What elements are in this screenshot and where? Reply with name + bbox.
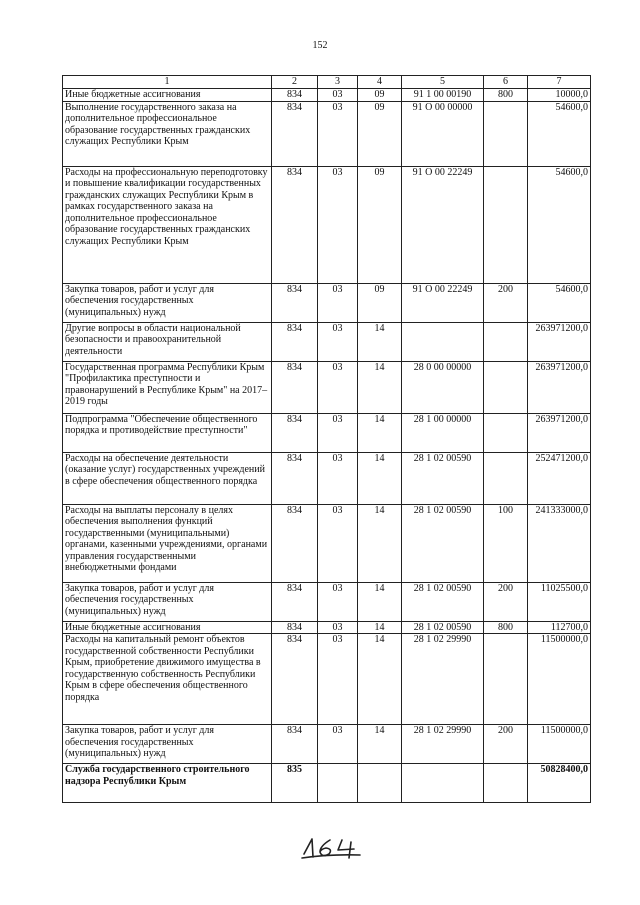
table-header-row [63,76,591,89]
row-description: Закупка товаров, работ и услуг для обеспечения государственных (муниципальных) нужд [63,725,272,764]
row-amount: 54600,0 [528,283,591,322]
row-code-section: 03 [318,283,358,322]
table-row [63,413,591,452]
row-code-expense-type: 200 [484,283,528,322]
row-code-subsection: 14 [358,322,402,361]
row-code-expense-type: 100 [484,504,528,582]
row-amount: 11500000,0 [528,634,591,725]
row-code-section [318,764,358,803]
row-code-target: 28 1 02 00590 [402,582,484,621]
row-description: Другие вопросы в области национальной безопасности и правоохранительной деятельности [63,322,272,361]
row-code-target: 28 1 00 00000 [402,413,484,452]
table-row [63,504,591,582]
row-code-ministry: 834 [272,504,318,582]
row-code-ministry: 834 [272,634,318,725]
row-description: Государственная программа Республики Крым "Профилактика преступности и правонарушений в Республике Крым" на 2017–2019 годы [63,361,272,413]
row-amount: 112700,0 [528,621,591,634]
row-description: Закупка товаров, работ и услуг для обеспечения государственных (муниципальных) нужд [63,283,272,322]
row-code-subsection: 14 [358,452,402,504]
row-code-target: 91 О 00 00000 [402,101,484,166]
row-code-subsection: 14 [358,621,402,634]
row-amount: 54600,0 [528,166,591,283]
table-row [63,322,591,361]
row-code-ministry: 834 [272,725,318,764]
row-amount: 50828400,0 [528,764,591,803]
row-code-section: 03 [318,725,358,764]
row-code-ministry: 834 [272,413,318,452]
row-code-section: 03 [318,452,358,504]
row-code-target: 28 1 02 29990 [402,725,484,764]
row-code-section: 03 [318,621,358,634]
row-code-target: 28 1 02 00590 [402,452,484,504]
column-header: 6 [484,76,528,89]
row-code-ministry: 834 [272,101,318,166]
row-amount: 54600,0 [528,101,591,166]
row-description: Закупка товаров, работ и услуг для обеспечения государственных (муниципальных) нужд [63,582,272,621]
row-code-target: 91 1 00 00190 [402,89,484,102]
row-code-section: 03 [318,413,358,452]
row-description: Подпрограмма "Обеспечение общественного порядка и противодействие преступности" [63,413,272,452]
row-description: Расходы на капитальный ремонт объектов государственной собственности Республики Крым, приобретение движимого имущества в государственную собственность Республики Крым в сфере обеспечения общественного порядка [63,634,272,725]
row-code-expense-type: 200 [484,582,528,621]
table-row [63,634,591,725]
row-description: Иные бюджетные ассигнования [63,89,272,102]
row-code-expense-type [484,101,528,166]
row-code-target: 91 О 00 22249 [402,283,484,322]
table-row [63,764,591,803]
row-code-ministry: 834 [272,89,318,102]
row-code-expense-type [484,413,528,452]
row-code-ministry: 834 [272,283,318,322]
row-description: Служба государственного строительного надзора Республики Крым [63,764,272,803]
row-code-ministry: 834 [272,166,318,283]
row-code-expense-type: 200 [484,725,528,764]
table-row [63,725,591,764]
row-code-section: 03 [318,101,358,166]
column-header: 7 [528,76,591,89]
table-row [63,101,591,166]
row-amount: 263971200,0 [528,413,591,452]
column-header: 2 [272,76,318,89]
row-code-ministry: 834 [272,452,318,504]
row-code-target [402,322,484,361]
column-header: 4 [358,76,402,89]
row-description: Расходы на выплаты персоналу в целях обеспечения выполнения функций государственными (муниципальными) органами, казенными учреждениями, органами управления государственными внебюджетными фондами [63,504,272,582]
handwritten-page-mark [300,834,370,860]
row-code-subsection: 14 [358,413,402,452]
row-description: Иные бюджетные ассигнования [63,621,272,634]
row-code-target: 28 1 02 29990 [402,634,484,725]
budget-table-body [63,76,591,803]
row-code-section: 03 [318,504,358,582]
row-amount: 263971200,0 [528,322,591,361]
row-code-section: 03 [318,166,358,283]
row-code-target: 28 1 02 00590 [402,621,484,634]
row-code-target: 91 О 00 22249 [402,166,484,283]
table-row [63,89,591,102]
row-code-ministry: 835 [272,764,318,803]
row-code-expense-type [484,634,528,725]
row-code-target: 28 0 00 00000 [402,361,484,413]
column-header: 1 [63,76,272,89]
row-code-section: 03 [318,634,358,725]
row-code-expense-type [484,322,528,361]
row-amount: 241333000,0 [528,504,591,582]
row-code-ministry: 834 [272,361,318,413]
row-code-target: 28 1 02 00590 [402,504,484,582]
row-code-subsection: 09 [358,166,402,283]
column-header: 3 [318,76,358,89]
row-amount: 11025500,0 [528,582,591,621]
table-row [63,166,591,283]
page-number: 152 [312,40,328,51]
row-code-expense-type [484,764,528,803]
budget-table [62,75,591,803]
row-code-section: 03 [318,582,358,621]
row-code-subsection: 09 [358,101,402,166]
column-header: 5 [402,76,484,89]
row-code-subsection: 14 [358,361,402,413]
row-code-target [402,764,484,803]
table-row [63,361,591,413]
row-description: Расходы на профессиональную переподготовку и повышение квалификации государственных гражданских служащих Республики Крым в рамках государственного заказа на дополнительное профессиональное образование государственных гражданских служащих Республики Крым [63,166,272,283]
row-code-section: 03 [318,322,358,361]
row-code-subsection: 09 [358,89,402,102]
row-amount: 10000,0 [528,89,591,102]
row-amount: 263971200,0 [528,361,591,413]
row-code-section: 03 [318,361,358,413]
row-code-expense-type [484,452,528,504]
row-code-ministry: 834 [272,582,318,621]
table-row [63,621,591,634]
row-code-subsection: 14 [358,725,402,764]
row-code-expense-type [484,166,528,283]
row-amount: 252471200,0 [528,452,591,504]
row-code-expense-type [484,361,528,413]
row-description: Выполнение государственного заказа на дополнительное профессиональное образование государственных гражданских служащих Республики Крым [63,101,272,166]
row-code-subsection: 09 [358,283,402,322]
row-code-subsection: 14 [358,582,402,621]
row-code-section: 03 [318,89,358,102]
table-row [63,452,591,504]
table-row [63,582,591,621]
row-code-subsection: 14 [358,634,402,725]
row-code-expense-type: 800 [484,621,528,634]
row-code-subsection: 14 [358,504,402,582]
row-description: Расходы на обеспечение деятельности (оказание услуг) государственных учреждений в сфере обеспечения общественного порядка [63,452,272,504]
row-code-subsection [358,764,402,803]
table-row [63,283,591,322]
row-code-ministry: 834 [272,322,318,361]
row-amount: 11500000,0 [528,725,591,764]
row-code-ministry: 834 [272,621,318,634]
row-code-expense-type: 800 [484,89,528,102]
